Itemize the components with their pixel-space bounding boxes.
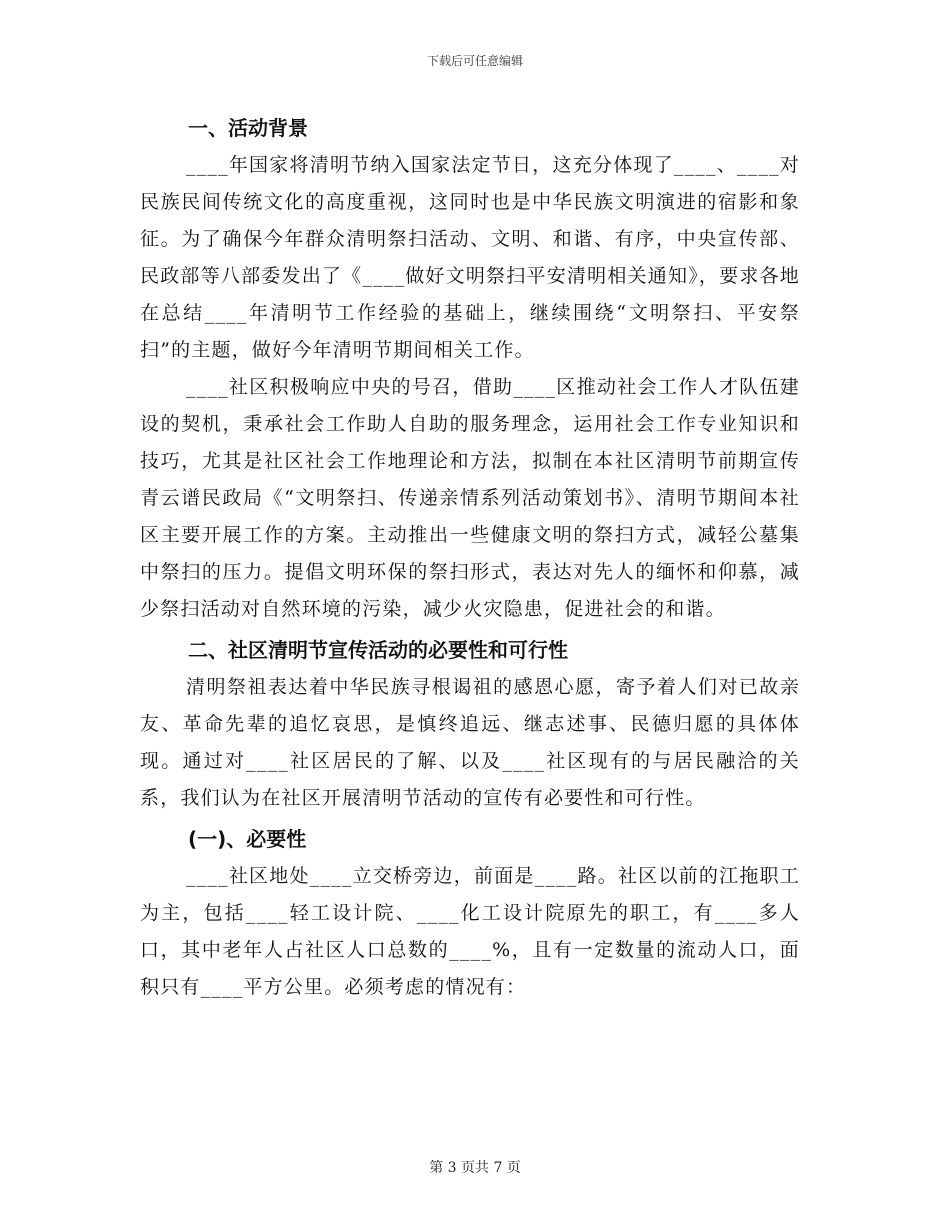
paragraph: ____社区积极响应中央的号召，借助____区推动社会工作人才队伍建设的契机，秉承社会工作助人自助的服务理念，运用社会工作专业知识和技巧，尤其是社区社会工作地理论和方法，拟制在本社区清明节前期宣传青云谱民政局《“文明祭扫、传递亲情系列活动策划书》、清明节期间本社区主要开展工作的方案。主动推出一些健康文明的祭扫方式，减轻公墓集中祭扫的压力。提倡文明环保的祭扫形式，表达对先人的缅怀和仰慕，减少祭扫活动对自然环境的污染，减少火灾隐患，促进社会的和谐。 bbox=[140, 376, 800, 620]
paragraph: 清明祭祖表达着中华民族寻根谒祖的感恩心愿，寄予着人们对已故亲友、革命先辈的追忆哀思，是慎终追远、继志述事、民德归愿的具体体现。通过对____社区居民的了解、以及____社区现有的与居民融洽的关系，我们认为在社区开展清明节活动的宣传有必要性和可行性。 bbox=[140, 676, 800, 809]
section-heading: 一、活动背景 bbox=[188, 116, 308, 140]
page-footer: 第 3 页共 7 页 bbox=[429, 1160, 521, 1176]
section-heading: 二、社区清明节宣传活动的必要性和可行性 bbox=[188, 638, 568, 662]
subsection-heading: (一)、必要性 bbox=[188, 827, 307, 851]
paragraph: ____社区地处____立交桥旁边，前面是____路。社区以前的江拖职工为主，包括____轻工设计院、____化工设计院原先的职工，有____多人口，其中老年人占社区人口总数的____%，且有一定数量的流动人口，面积只有____平方公里。必须考虑的情况有： bbox=[140, 865, 800, 998]
document-body bbox=[140, 106, 800, 1006]
page-header: 下载后可任意编辑 bbox=[426, 54, 523, 68]
paragraph: ____年国家将清明节纳入国家法定节日，这充分体现了____、____对民族民间传统文化的高度重视，这同时也是中华民族文明演进的宿影和象征。为了确保今年群众清明祭扫活动、文明、和谐、有序，中央宣传部、民政部等八部委发出了《____做好文明祭扫平安清明相关通知》，要求各地在总结____年清明节工作经验的基础上，继续围绕“文明祭扫、平安祭扫”的主题，做好今年清明节期间相关工作。 bbox=[140, 154, 800, 361]
